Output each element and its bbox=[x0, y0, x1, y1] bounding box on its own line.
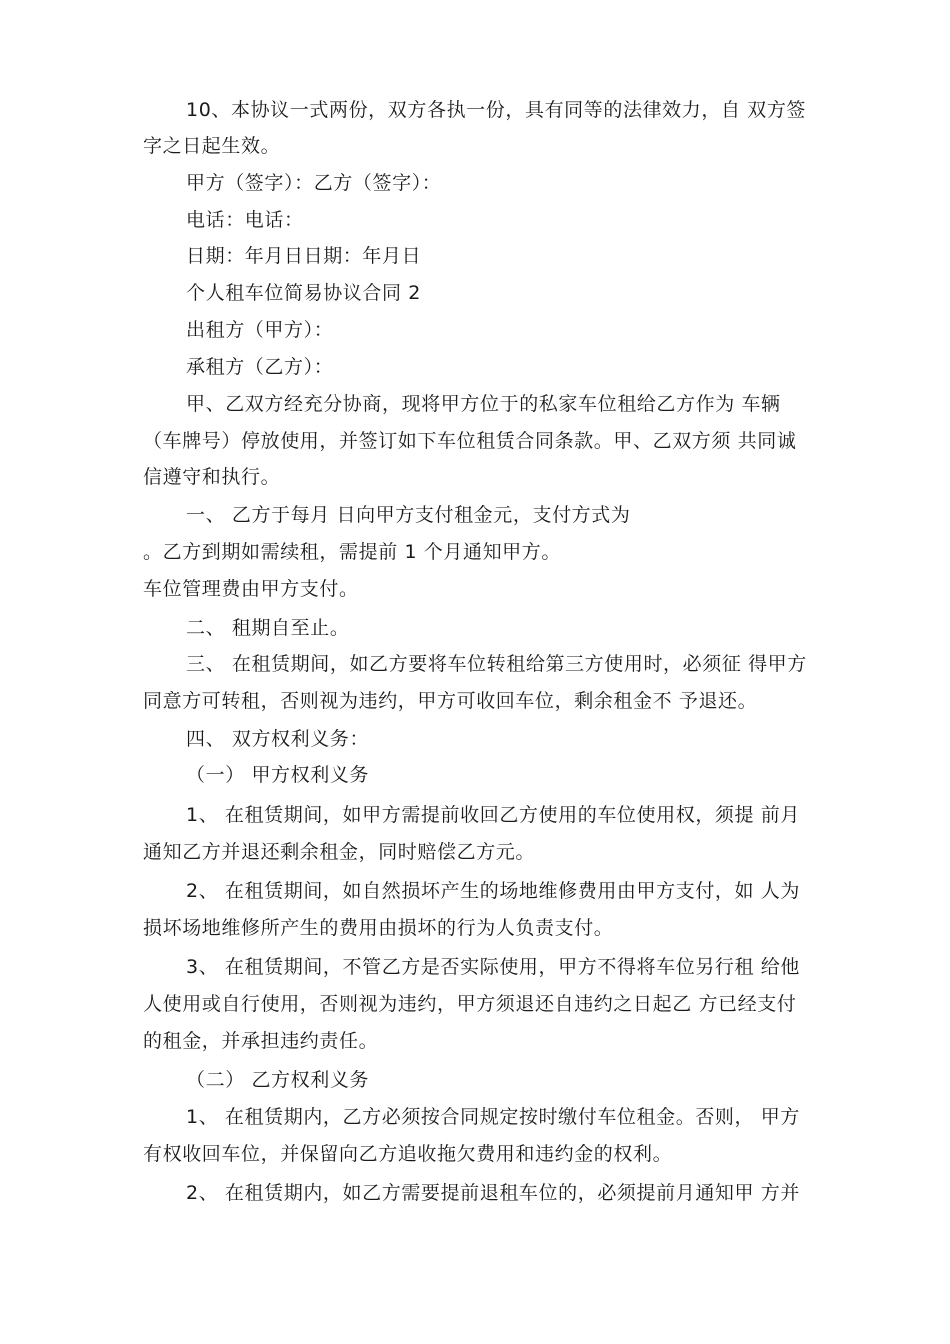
clause-3: 三、 在租赁期间，如乙方要将车位转租给第三方使用时，必须征 得甲方 bbox=[186, 653, 807, 675]
text-line: 甲方（签字）：乙方（签字）： bbox=[186, 172, 442, 194]
subsection-title: （一） 甲方权利义务 bbox=[186, 764, 370, 786]
text-line: 出租方（甲方）： bbox=[186, 319, 334, 341]
clause-1: 一、 乙方于每月 日向甲方支付租金元，支付方式为 bbox=[186, 504, 631, 526]
text-line: 车位管理费由甲方支付。 bbox=[143, 578, 359, 600]
text-line: 1、 在租赁期内，乙方必须按合同规定按时缴付车位租金。否则， 甲方 bbox=[186, 1106, 800, 1128]
text-line: （车牌号）停放使用，并签订如下车位租赁合同条款。甲、乙双方须 共同诚 bbox=[143, 430, 797, 452]
text-line: 的租金，并承担违约责任。 bbox=[143, 1030, 379, 1052]
text-line: 字之日起生效。 bbox=[143, 135, 281, 157]
text-line: 3、 在租赁期间，不管乙方是否实际使用，甲方不得将车位另行租 给他 bbox=[186, 956, 800, 978]
clause-4: 四、 双方权利义务： bbox=[186, 728, 370, 750]
subsection-title: （二） 乙方权利义务 bbox=[186, 1069, 370, 1091]
text-line: 通知乙方并退还剩余租金，同时赔偿乙方元。 bbox=[143, 841, 536, 863]
text-line: 信遵守和执行。 bbox=[143, 466, 281, 488]
text-line: 1、 在租赁期间，如甲方需提前收回乙方使用的车位使用权，须提 前月 bbox=[186, 804, 800, 826]
text-line: 甲、乙双方经充分协商，现将甲方位于的私家车位租给乙方作为 车辆 bbox=[186, 393, 781, 415]
text-line: 日期：年月日日期：年月日 bbox=[186, 245, 422, 267]
text-line: 同意方可转租，否则视为违约，甲方可收回车位，剩余租金不 予退还。 bbox=[143, 690, 758, 712]
section-title: 个人租车位简易协议合同 2 bbox=[186, 282, 421, 304]
text-line: 有权收回车位，并保留向乙方追收拖欠费用和违约金的权利。 bbox=[143, 1143, 673, 1165]
text-line: 承租方（乙方）： bbox=[186, 356, 334, 378]
text-line: 2、 在租赁期内，如乙方需要提前退租车位的，必须提前月通知甲 方并 bbox=[186, 1182, 800, 1204]
text-line: 人使用或自行使用，否则视为违约，甲方须退还自违约之日起乙 方已经支付 bbox=[143, 993, 797, 1015]
text-line: 电话：电话： bbox=[186, 209, 304, 231]
text-line: 10、本协议一式两份，双方各执一份，具有同等的法律效力，自 双方签 bbox=[186, 99, 807, 121]
text-line: 。乙方到期如需续租，需提前 1 个月通知甲方。 bbox=[143, 541, 561, 563]
clause-2: 二、 租期自至止。 bbox=[186, 617, 350, 639]
text-line: 2、 在租赁期间，如自然损坏产生的场地维修费用由甲方支付，如 人为 bbox=[186, 880, 800, 902]
text-line: 损坏场地维修所产生的费用由损坏的行为人负责支付。 bbox=[143, 917, 614, 939]
